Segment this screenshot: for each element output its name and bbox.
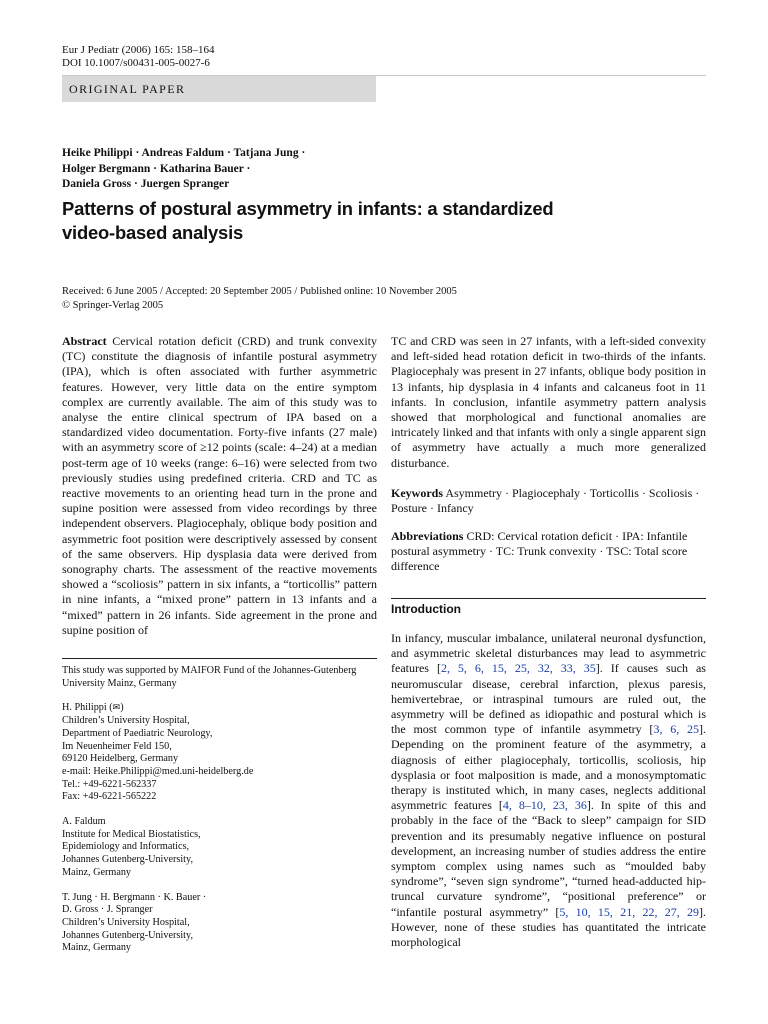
affil-line: Tel.: +49-6221-562337 — [62, 778, 157, 790]
footnotes — [62, 665, 377, 955]
author-list — [62, 146, 522, 193]
introduction-heading: Introduction — [391, 602, 461, 616]
affil-line: Department of Paediatric Neurology, — [62, 727, 213, 739]
introduction-body — [391, 631, 706, 950]
journal-citation — [62, 44, 214, 70]
abbreviations-label: Abbreviations — [391, 529, 464, 543]
reference-link[interactable]: 4, 8–10, 23, 36 — [502, 798, 587, 813]
affil-line: Epidemiology and Informatics, — [62, 841, 190, 853]
funding-note: This study was supported by MAIFOR Fund of the Johannes-Gutenberg University Mainz, Germany — [62, 665, 357, 689]
footnote-rule — [62, 658, 377, 659]
affil-line: Johannes Gutenberg-University, — [62, 854, 193, 866]
affil-line: Johannes Gutenberg-University, — [62, 929, 193, 941]
history-line: Received: 6 June 2005 / Accepted: 20 September 2005 / Published online: 10 November 2005 — [62, 286, 457, 297]
article-type-banner: ORIGINAL PAPER — [62, 76, 376, 102]
affil-line: A. Faldum — [62, 816, 106, 828]
article-title — [62, 197, 702, 245]
abstract-left — [62, 334, 377, 638]
author-line: Holger Bergmann · Katharina Bauer · — [62, 162, 251, 175]
title-line: video-based analysis — [62, 222, 244, 243]
affiliation-others — [62, 892, 377, 956]
affil-line: Im Neuenheimer Feld 150, — [62, 740, 172, 752]
doi-line: DOI 10.1007/s00431-005-0027-6 — [62, 57, 210, 69]
keywords-text: Asymmetry · Plagiocephaly · Torticollis · Scoliosis · Posture · Infancy — [391, 486, 700, 516]
intro-text: ]. Depending on the prominent feature of the asymmetry, a diagnosis of either plagiocephaly, torticollis, scoliosis, hip dysplasia or foot malposition is made, and a monosymptomatic therapy is instituted which, in many cases, neglects additional asymmetric features [ — [391, 722, 707, 813]
envelope-icon[interactable]: ✉ — [112, 703, 121, 714]
copyright-line: © Springer-Verlag 2005 — [62, 299, 164, 311]
citation-line: Eur J Pediatr (2006) 165: 158–164 — [62, 44, 215, 56]
affil-line: T. Jung · H. Bergmann · K. Bauer · — [62, 891, 207, 903]
reference-link[interactable]: 3, 6, 25 — [653, 722, 700, 737]
abstract-right — [391, 334, 706, 471]
keywords-label: Keywords — [391, 486, 443, 500]
keywords — [391, 486, 706, 516]
affil-line: Mainz, Germany — [62, 942, 132, 954]
affiliation-faldum — [62, 816, 377, 880]
intro-text: ]. However, none of these studies has quantitated the intricate morphological — [391, 904, 706, 950]
author-line: Daniela Gross · Juergen Spranger — [62, 178, 230, 190]
reference-link[interactable]: 2, 5, 6, 15, 25, 32, 33, 35 — [440, 661, 596, 676]
email-link[interactable]: e-mail: Heike.Philippi@med.uni-heidelberg.de — [62, 765, 254, 777]
corresponding-author — [62, 702, 377, 804]
abbreviations — [391, 529, 706, 575]
intro-text: ]. In spite of this and probably in the face of the “Back to sleep” campaign for SID prevention and its presumably negative influence on postural development, an increasing number of studies address the entire symptom complex using names such as “moulded baby syndrome”, “seven sign syndrome”, “turned head-adducted hip-truncal curvature syndrome”, “positional preference” or “infantile postural asymmetry” [ — [391, 798, 707, 919]
author-line: Heike Philippi · Andreas Faldum · Tatjana Jung · — [62, 147, 306, 159]
abstract-label: Abstract — [62, 334, 107, 348]
corresponding-name: H. Philippi ( — [62, 702, 113, 714]
publication-history — [62, 285, 702, 312]
abstract-text-left: Cervical rotation deficit (CRD) and trunk convexity (TC) constitute the diagnosis of infantile postural asymmetry (IPA), which is often associated with further asymmetric features. However, very little data on the entire symptom complex are currently available. The aim of this study was to analyse the entire clinical spectrum of IPA based on a standardized video documentation. Forty-five infants (27 male) with an asymmetry score of ≥12 points (scale: 4–24) at a median post-term age of 10 weeks (range: 6–16) were selected from two previously studies using predefined criteria. CRD and TC as reactive movements to an orienting head turn in the prone and supine position were assessed from video recordings by three independent observers. Plagiocephaly, oblique body position and asymmetric foot position were descriptively assessed by consent of the same observers. Hip dysplasia data were derived from sonography charts. The assessment of the reactive movements showed a “scoliosis” pattern in six infants, a “torticollis” pattern in nine infants, a “mixed prone” pattern in 13 infants and a “mixed” pattern in 26 infants. Side agreement in the prone and supine position of — [62, 334, 378, 637]
section-rule — [391, 598, 706, 599]
abstract-text-right: TC and CRD was seen in 27 infants, with a left-sided convexity and left-sided head rotation deficit in two-thirds of the infants. Plagiocephaly was present in 27 infants, oblique body position in 13 infants, hip dysplasia in 4 infants and calcaneus foot in 11 infants. In conclusion, infantile asymmetry pattern analysis showed that morphological and functional anomalies are intricately linked and that infants with only a single apparent sign of asymmetry have actually a much more generalized disturbance. — [391, 334, 706, 470]
affil-line: Fax: +49-6221-565222 — [62, 791, 157, 803]
intro-text: ]. If causes such as neuromuscular disease, cerebral infarction, plexus paresis, hemivertebrae, or intraspinal tumours are ruled out, the asymmetry will be defined as idiopathic and postural which is the most common type of infantile asymmetry [ — [391, 661, 706, 737]
abbreviations-text: CRD: Cervical rotation deficit · IPA: Infantile postural asymmetry · TC: Trunk convexity · TSC: Total score difference — [391, 529, 688, 574]
affil-line: Children’s University Hospital, — [62, 715, 190, 727]
affil-line: D. Gross · J. Spranger — [62, 904, 153, 916]
corresponding-close: ) — [120, 702, 124, 714]
affil-line: Institute for Medical Biostatistics, — [62, 828, 201, 840]
intro-text: In infancy, muscular imbalance, unilateral neuronal dysfunction, and asymmetric skeletal disturbances may lead to asymmetric features [ — [391, 631, 706, 676]
affil-line: Mainz, Germany — [62, 866, 132, 878]
affil-line: Children’s University Hospital, — [62, 916, 190, 928]
reference-link[interactable]: 5, 10, 15, 21, 22, 27, 29 — [559, 904, 699, 919]
title-line: Patterns of postural asymmetry in infants: a standardized — [62, 198, 554, 219]
affil-line: 69120 Heidelberg, Germany — [62, 753, 179, 765]
